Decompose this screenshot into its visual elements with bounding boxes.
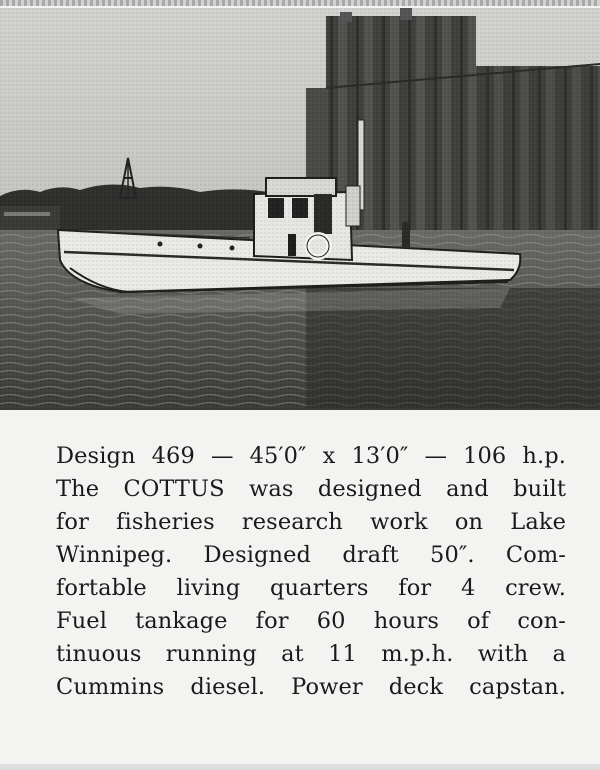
- caption-line-6: Fuel tankage for 60 hours of con-: [56, 608, 566, 634]
- caption-line-2: The COTTUS was designed and built: [56, 476, 566, 502]
- caption-line-5: fortable living quarters for 4 crew.: [56, 575, 566, 601]
- caption-line-3: for fisheries research work on Lake: [56, 509, 566, 535]
- caption: [56, 440, 566, 704]
- bottom-strip: [0, 764, 600, 770]
- caption-line-4: Winnipeg. Designed draft 50″. Com-: [56, 542, 566, 568]
- caption-line-1: Design 469 — 45′0″ x 13′0″ — 106 h.p.: [56, 443, 566, 469]
- caption-line-7: tinuous running at 11 m.p.h. with a: [56, 641, 566, 667]
- boat-photo-graphic: [0, 8, 600, 410]
- top-rule: [0, 0, 600, 6]
- caption-line-8: Cummins diesel. Power deck capstan.: [56, 674, 566, 700]
- boat-photo: [0, 8, 600, 410]
